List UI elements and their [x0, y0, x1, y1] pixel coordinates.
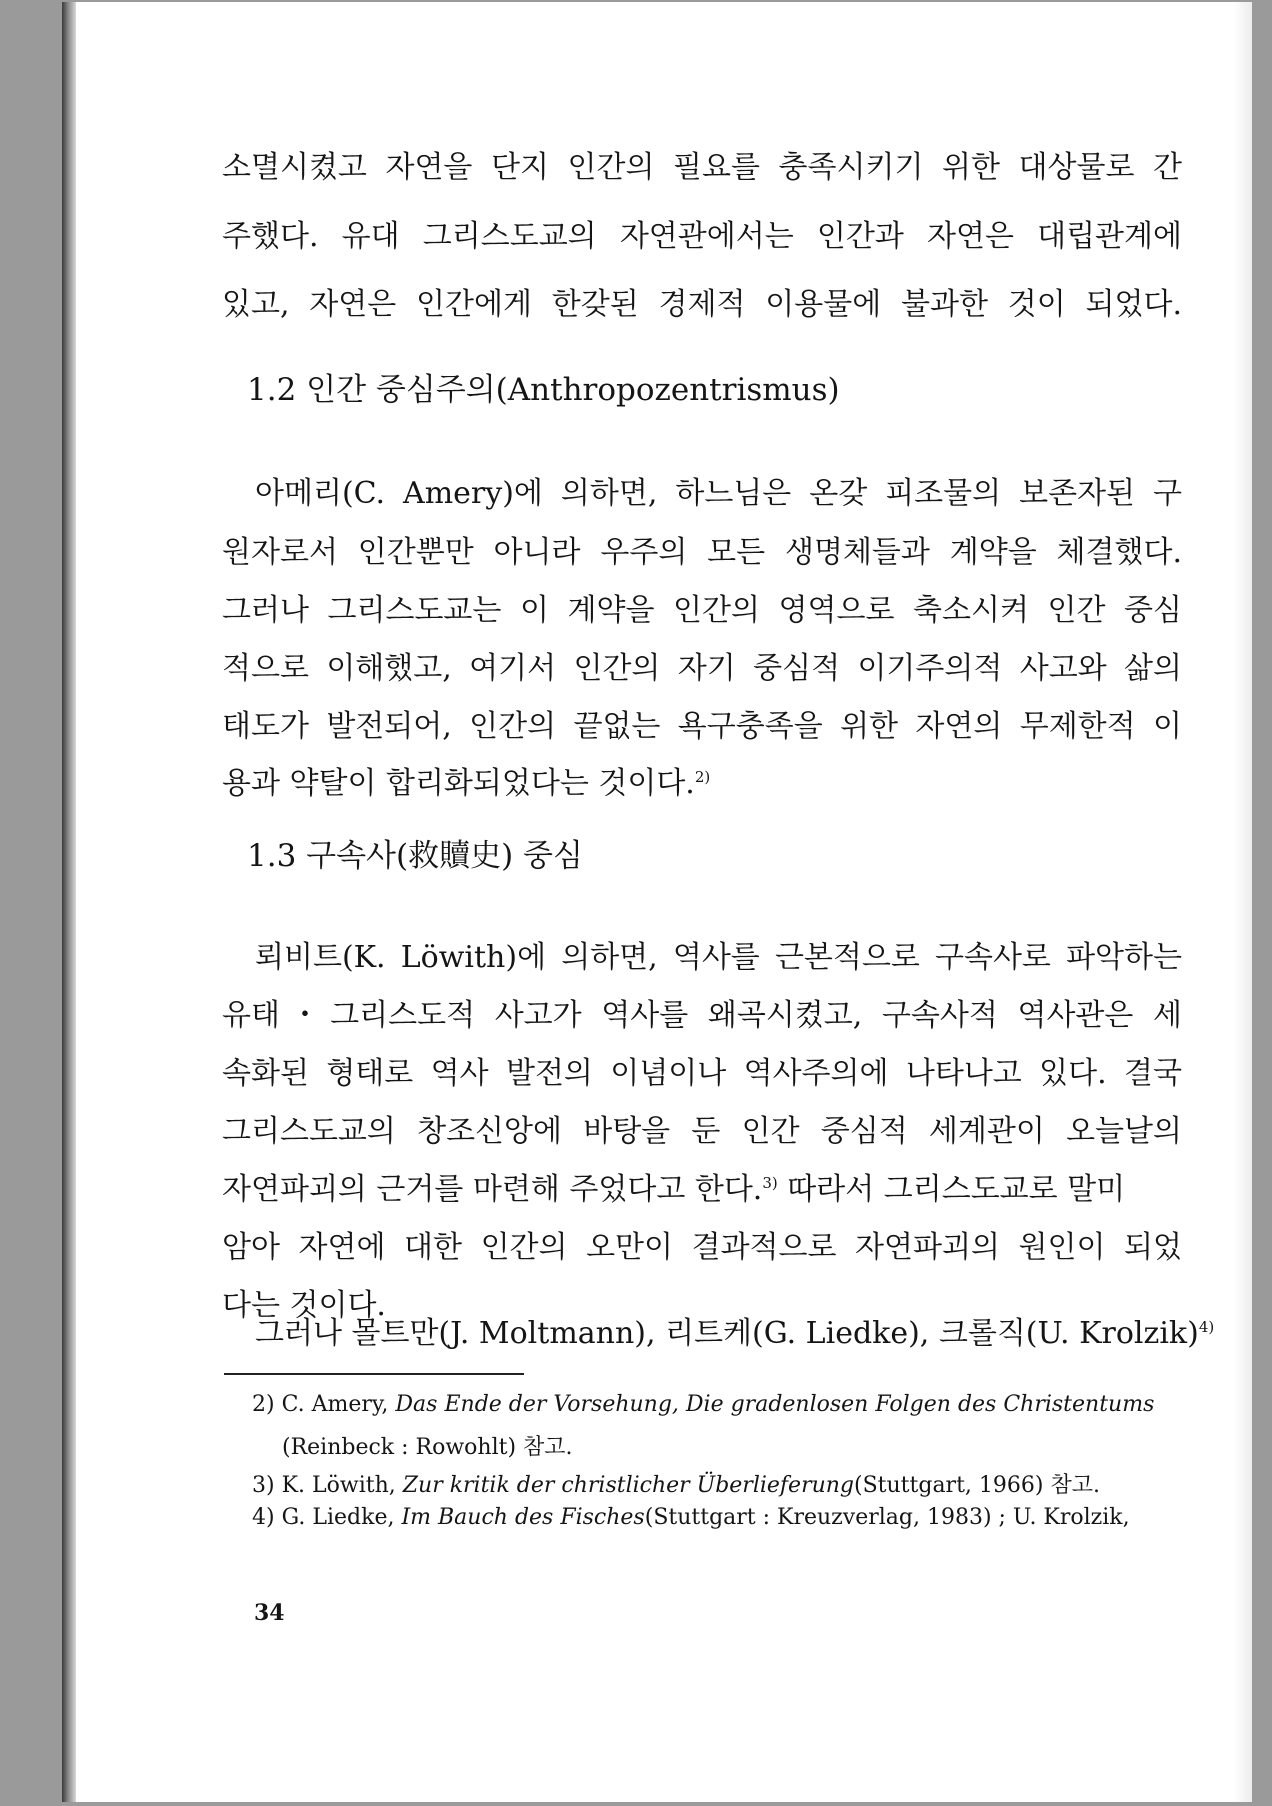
footnote-title: Zur kritik der christlicher Überlieferung [402, 1473, 855, 1498]
footnote-rest: (Stuttgart, 1966) 참고. [854, 1473, 1100, 1498]
body-line [255, 1308, 1215, 1352]
footnote-divider [224, 1373, 524, 1375]
page-binding-shadow [62, 2, 76, 1802]
book-page [62, 2, 1252, 1802]
body-text: 그러나 몰트만(J. Moltmann), 리트케(G. Liedke), 크롤직(U. Krolzik) [255, 1316, 1199, 1351]
footnote-author: K. Löwith, [281, 1473, 403, 1498]
footnote-author: C. Amery, [281, 1392, 396, 1417]
body-line: 암아 자연에 대한 인간의 오만이 결과적으로 자연파괴의 원인이 되었 [222, 1230, 1182, 1265]
footnote-3 [252, 1468, 1100, 1499]
footnote-ref-3[interactable]: 3) [762, 1174, 778, 1192]
footnote-title: Das Ende der Vorsehung, Die gradenlosen Folgen des Christentums [395, 1392, 1155, 1417]
section-heading-1-2: 1.2 인간 중심주의(Anthropozentrismus) [247, 372, 840, 408]
footnote-title: Im Bauch des Fisches [401, 1505, 645, 1530]
body-line: 아메리(C. Amery)에 의하면, 하느님은 온갖 피조물의 보존자된 구 [255, 476, 1182, 511]
body-line [222, 1164, 1182, 1208]
footnote-rest: (Stuttgart : Kreuzverlag, 1983) ; U. Krolzik, [644, 1505, 1130, 1530]
footnote-ref-4[interactable]: 4) [1198, 1318, 1215, 1336]
body-text: 자연파괴의 근거를 마련해 주었다고 한다. [222, 1172, 763, 1207]
section-heading-1-3: 1.3 구속사(救贖史) 중심 [247, 838, 583, 874]
body-line: 주했다. 유대 그리스도교의 자연관에서는 인간과 자연은 대립관계에 [222, 219, 1182, 254]
page-number: 34 [254, 1600, 285, 1626]
footnote-author: G. Liedke, [281, 1505, 402, 1530]
footnote-2-line2: (Reinbeck : Rowohlt) 참고. [282, 1435, 573, 1460]
body-text: 따라서 그리스도교로 말미 [777, 1172, 1126, 1207]
body-line: 태도가 발전되어, 인간의 끝없는 욕구충족을 위한 자연의 무제한적 이 [222, 709, 1182, 744]
footnote-number: 3) [252, 1473, 275, 1498]
footnote-number: 4) [252, 1505, 275, 1530]
footnote-4 [252, 1505, 1130, 1530]
body-line: 그리스도교의 창조신앙에 바탕을 둔 인간 중심적 세계관이 오늘날의 [222, 1114, 1182, 1149]
footnote-number: 2) [252, 1392, 275, 1417]
body-line: 소멸시켰고 자연을 단지 인간의 필요를 충족시키기 위한 대상물로 간 [222, 150, 1182, 185]
body-line: 뢰비트(K. Löwith)에 의하면, 역사를 근본적으로 구속사로 파악하는 [255, 940, 1182, 975]
footnote-2 [252, 1392, 1154, 1417]
body-line: 적으로 이해했고, 여기서 인간의 자기 중심적 이기주의적 사고와 삶의 [222, 651, 1182, 686]
body-line: 유태・그리스도적 사고가 역사를 왜곡시켰고, 구속사적 역사관은 세 [222, 998, 1182, 1033]
body-line: 그러나 그리스도교는 이 계약을 인간의 영역으로 축소시켜 인간 중심 [222, 593, 1182, 628]
page-edge-shade [1234, 2, 1252, 1802]
body-line: 속화된 형태로 역사 발전의 이념이나 역사주의에 나타나고 있다. 결국 [222, 1056, 1182, 1091]
footnote-ref-2[interactable]: 2) [694, 768, 711, 786]
body-text: 용과 약탈이 합리화되었다는 것이다. [222, 766, 695, 801]
body-line: 있고, 자연은 인간에게 한갖된 경제적 이용물에 불과한 것이 되었다. [222, 287, 1182, 322]
body-line [222, 758, 1182, 802]
body-line: 원자로서 인간뿐만 아니라 우주의 모든 생명체들과 계약을 체결했다. [222, 535, 1182, 570]
body-line: 다는 것이다. [222, 1288, 386, 1323]
